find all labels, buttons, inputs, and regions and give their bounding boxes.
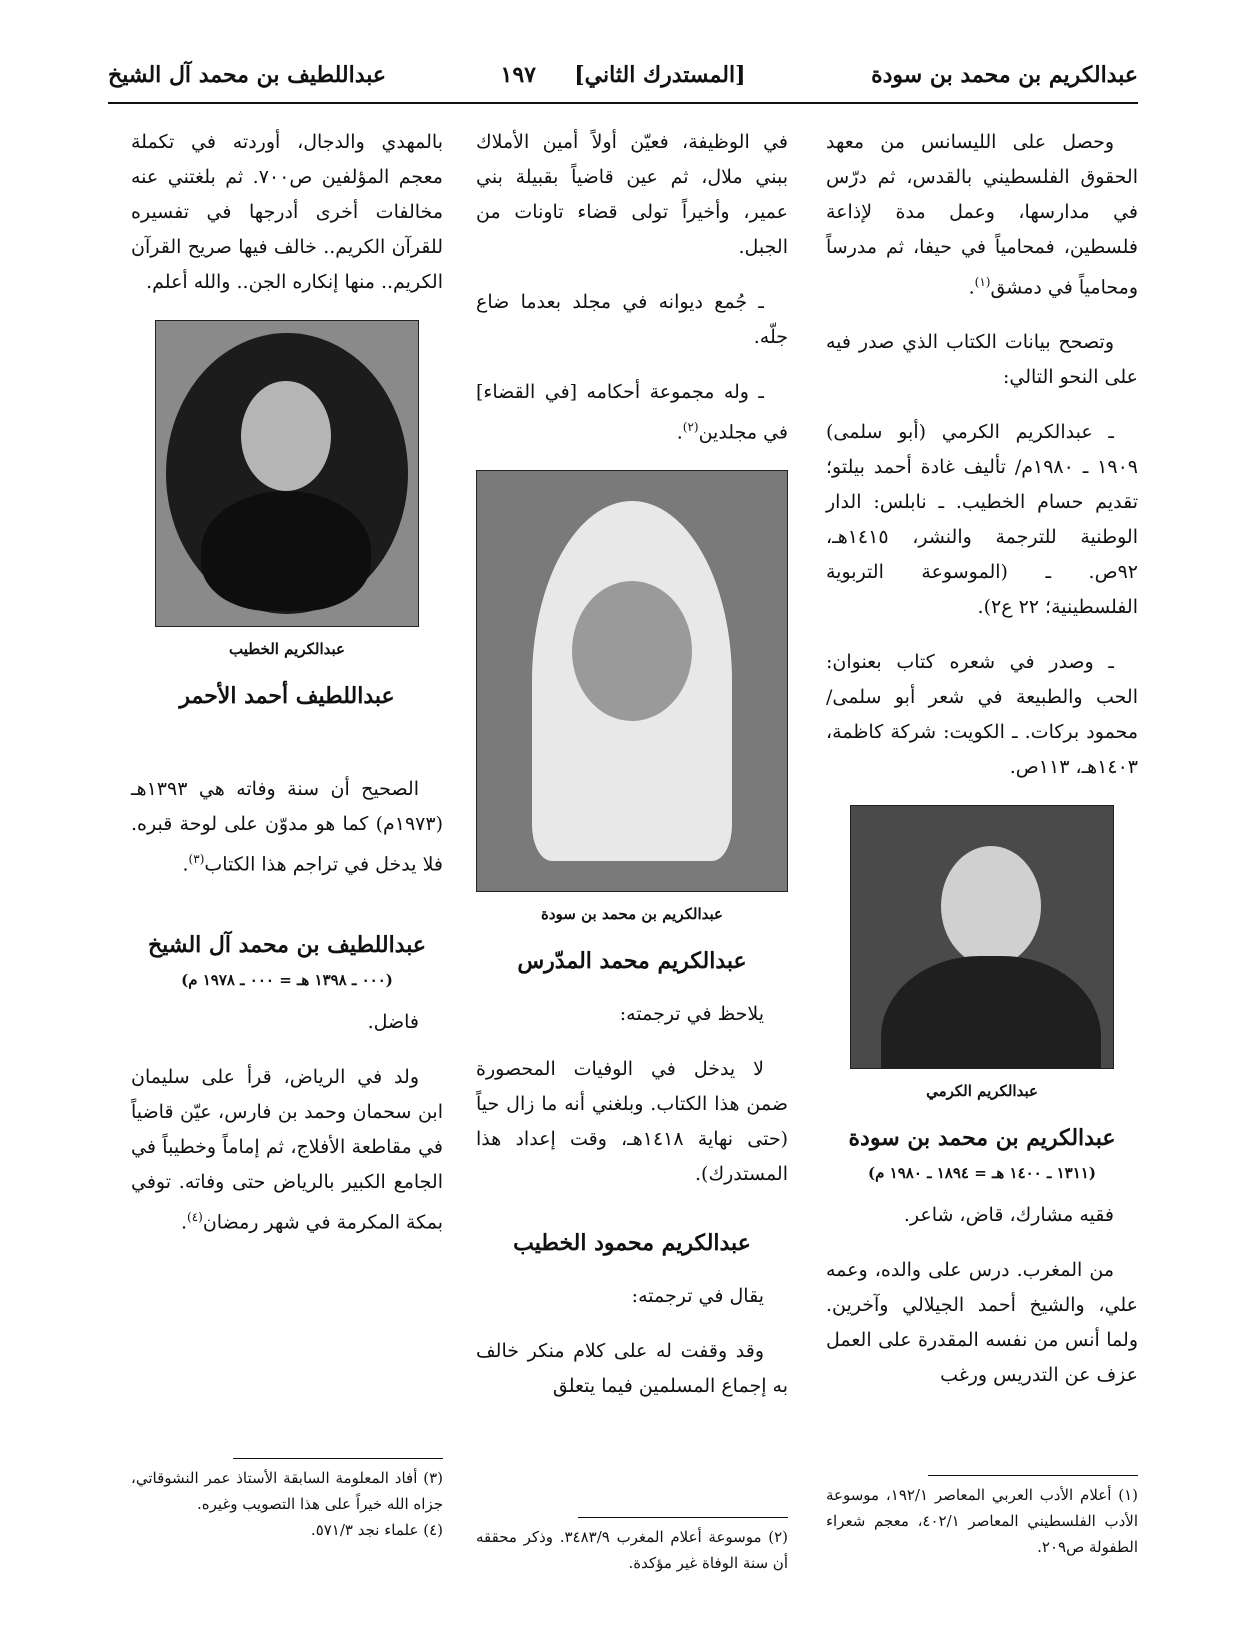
running-header <box>108 58 1138 104</box>
entry-title: عبداللطيف أحمد الأحمر <box>179 683 395 709</box>
portrait-suit <box>881 956 1101 1069</box>
paragraph-text: ـ وله مجموعة أحكامه [في القضاء] في مجلدين <box>476 381 788 444</box>
footnote-ref: (١) <box>974 275 991 289</box>
footnote-ref: (٢) <box>682 420 699 434</box>
footnote-ref: (٣) <box>188 852 205 866</box>
paragraph-text: وحصل على الليسانس من معهد الحقوق الفلسطيني بالقدس، ثم درّس في مدارسها، وعمل مدة لإذاعة فلسطين، فمحامياً في حيفا، ثم مدرساً ومحامياً في دمشق <box>826 131 1138 299</box>
header-center <box>501 62 746 88</box>
header-edition: [المستدرك الثاني] <box>574 62 746 88</box>
paragraph <box>131 772 443 882</box>
paragraph: ـ جُمع ديوانه في مجلد بعدما ضاع جلّه. <box>476 291 788 348</box>
footnote-rule <box>233 1458 443 1459</box>
header-left-title: عبداللطيف بن محمد آل الشيخ <box>108 62 387 88</box>
paragraph: ـ وصدر في شعره كتاب بعنوان: الحب والطبيعة في شعر أبو سلمى/ محمود بركات. ـ الكويت: شركة كاظمة، ١٤٠٣هـ، ١١٣ص. <box>826 651 1138 779</box>
paragraph: من المغرب. درس على والده، وعمه علي، والشيخ أحمد الجيلالي وآخرين. ولما أنس من نفسه المقدرة على العمل عزف عن التدريس ورغب <box>826 1259 1138 1387</box>
header-right-title: عبدالكريم بن محمد بن سودة <box>871 62 1138 88</box>
entry-title: عبداللطيف بن محمد آل الشيخ <box>147 932 426 959</box>
entry-title: عبدالكريم محمد المدّرس <box>517 948 747 975</box>
entry-description: فاضل. <box>367 1011 419 1034</box>
paragraph: لا يدخل في الوفيات المحصورة ضمن هذا الكتاب. وبلغني أنه ما زال حياً (حتى نهاية ١٤١٨هـ، وقت إعداد هذا المستدرك). <box>476 1058 788 1186</box>
page-number: ١٩٧ <box>500 62 536 88</box>
entry-title: عبدالكريم محمود الخطيب <box>513 1230 751 1257</box>
portrait-photo <box>155 320 419 627</box>
paragraph-text: الصحيح أن سنة وفاته هي ١٣٩٣هـ (١٩٧٣م) كما هو مدوّن على لوحة قبره. فلا يدخل في تراجم هذا الكتاب <box>131 778 443 876</box>
footnote-ref: (٤) <box>187 1210 203 1225</box>
paragraph: وقد وقفت له على كلام منكر خالف به إجماع المسلمين فيما يتعلق <box>476 1340 788 1398</box>
punctuation: . <box>180 1211 188 1234</box>
portrait-face <box>572 581 692 721</box>
paragraph <box>131 1060 443 1240</box>
footnote: (٣) أفاد المعلومة السابقة الأستاذ عمر النشوقاتي، جزاه الله خيراً على هذا التصويب وغيره. <box>131 1469 443 1513</box>
entry-description: فقيه مشارك، قاض، شاعر. <box>903 1204 1114 1227</box>
paragraph: وتصحح بيانات الكتاب الذي صدر فيه على النحو التالي: <box>826 331 1138 389</box>
footnote: (١) أعلام الأدب العربي المعاصر ١٩٢/١، موسوعة الأدب الفلسطيني المعاصر ٤٠٢/١، معجم شعراء الطفولة ص٢٠٩. <box>826 1486 1138 1556</box>
footnote-rule <box>928 1475 1138 1476</box>
punctuation: . <box>182 853 189 876</box>
footnote-rule <box>578 1517 788 1518</box>
entry-lead: يلاحظ في ترجمته: <box>619 1003 764 1026</box>
entry-dates: (٠٠٠ ـ ١٣٩٨ هـ = ٠٠٠ ـ ١٩٧٨ م) <box>181 971 393 990</box>
punctuation: . <box>968 276 975 299</box>
footnotes-left <box>131 1458 443 1543</box>
portrait-suit <box>201 491 371 611</box>
footnotes-middle <box>476 1517 788 1576</box>
paragraph: ـ عبدالكريم الكرمي (أبو سلمى) ١٩٠٩ ـ ١٩٨٠م/ تأليف غادة أحمد بيلتو؛ تقديم حسام الخطيب. ـ نابلس: الدار الوطنية للترجمة والنشر، ١٤١٥هـ، ٩٢ص. ـ (الموسوعة التربوية الفلسطينية؛ ٢٢ ع٢). <box>826 421 1138 619</box>
photo-caption: عبدالكريم بن محمد بن سودة <box>541 905 723 924</box>
column-right <box>826 125 1138 1413</box>
portrait-photo <box>850 805 1114 1069</box>
paragraph: بالمهدي والدجال، أوردته في تكملة معجم المؤلفين ص٧٠٠. ثم بلغتني عنه مخالفات أخرى أدرجها في تفسيره للقرآن الكريم.. خالف فيها صريح القرآن الكريم.. منها إنكاره الجن.. والله أعلم. <box>131 131 443 293</box>
paragraph <box>826 125 1138 305</box>
photo-caption: عبدالكريم الخطيب <box>228 640 345 658</box>
portrait-face <box>941 846 1041 966</box>
portrait-face <box>241 381 331 491</box>
paragraph: في الوظيفة، فعيّن أولاً أمين الأملاك ببني ملال، ثم عين قاضياً بقبيلة بني عمير، وأخيراً تولى قضاء تاونات من الجبل. <box>476 131 788 258</box>
paragraph <box>476 375 788 450</box>
footnote: (٢) موسوعة أعلام المغرب ٣٤٨٣/٩. وذكر محققه أن سنة الوفاة غير مؤكدة. <box>476 1528 788 1572</box>
photo-caption: عبدالكريم الكرمي <box>926 1082 1038 1101</box>
footnote: (٤) علماء نجد ٥٧١/٣. <box>310 1521 443 1539</box>
punctuation: . <box>676 421 683 444</box>
paragraph-text: ولد في الرياض، قرأ على سليمان ابن سحمان وحمد بن فارس، عيّن قاضياً في مقاطعة الأفلاج، ثم إماماً وخطيباً في الجامع الكبير بالرياض حتى وفاته. توفي بمكة المكرمة في شهر رمضان <box>131 1066 443 1234</box>
column-left <box>131 125 443 1261</box>
entry-dates: (١٣١١ ـ ١٤٠٠ هـ = ١٨٩٤ ـ ١٩٨٠ م) <box>868 1164 1096 1183</box>
portrait-photo <box>476 470 788 892</box>
entry-title: عبدالكريم بن محمد بن سودة <box>848 1125 1116 1152</box>
footnotes-right <box>826 1475 1138 1560</box>
column-middle <box>476 125 788 1424</box>
entry-lead: يقال في ترجمته: <box>631 1285 764 1308</box>
